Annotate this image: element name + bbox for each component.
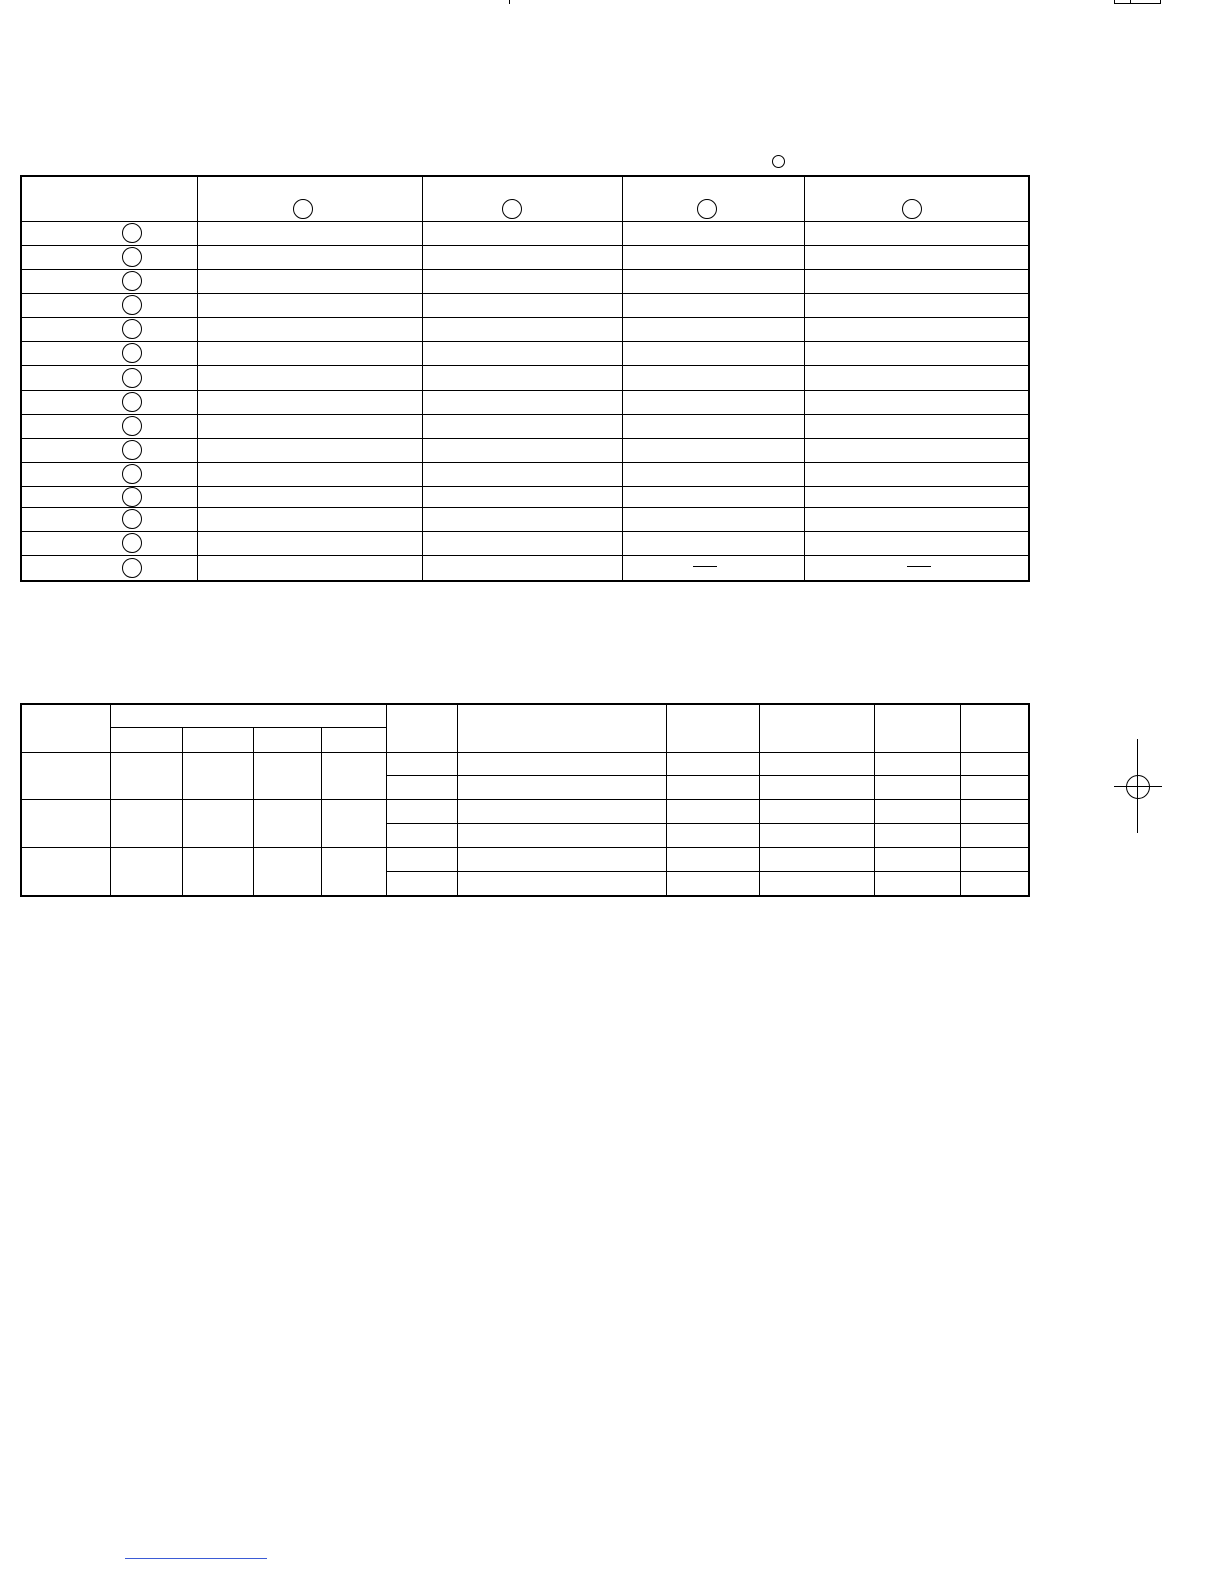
table2-column-divider xyxy=(666,703,667,897)
page-number-divider xyxy=(1130,0,1131,4)
specification-table xyxy=(20,175,1030,582)
table1-row-marker-circle xyxy=(122,271,142,291)
table2-subrow-divider xyxy=(386,775,1030,776)
table1-row-divider xyxy=(20,414,1030,415)
table1-row-marker-circle xyxy=(122,464,142,484)
table2-subheader-divider xyxy=(110,727,386,728)
table1-column-marker-circle xyxy=(697,199,717,219)
table1-column-divider xyxy=(804,175,805,582)
table1-row-marker-circle xyxy=(122,295,142,315)
table2-column-divider xyxy=(457,703,458,897)
table1-row-divider xyxy=(20,341,1030,342)
registration-mark-circle xyxy=(1126,775,1150,799)
table2-subrow-divider xyxy=(386,823,1030,824)
table1-column-divider xyxy=(197,175,198,582)
note-marker-circle xyxy=(772,155,785,168)
table1-row-divider xyxy=(20,390,1030,391)
table1-column-marker-circle xyxy=(293,199,313,219)
table2-column-divider xyxy=(960,703,961,897)
table1-column-marker-circle xyxy=(502,199,522,219)
footer-link[interactable] xyxy=(125,1558,267,1559)
table2-group-divider xyxy=(20,847,1030,848)
table1-row-marker-circle xyxy=(122,533,142,553)
top-tick-mark xyxy=(509,0,510,4)
table2-column-divider xyxy=(759,703,760,897)
table1-row-divider xyxy=(20,293,1030,294)
table1-row-divider xyxy=(20,245,1030,246)
table2-column-divider xyxy=(110,703,111,897)
table1-column-marker-circle xyxy=(902,199,922,219)
table1-row-marker-circle xyxy=(122,368,142,388)
table1-row-marker-circle xyxy=(122,223,142,243)
table1-row-marker-circle xyxy=(122,319,142,339)
table1-row-marker-circle xyxy=(122,487,142,507)
data-table xyxy=(20,703,1030,897)
table1-row-divider xyxy=(20,317,1030,318)
table1-row-marker-circle xyxy=(122,440,142,460)
table1-row-marker-circle xyxy=(122,392,142,412)
table2-subrow-divider xyxy=(386,871,1030,872)
table1-row-divider xyxy=(20,507,1030,508)
table1-row-marker-circle xyxy=(122,416,142,436)
table2-column-divider xyxy=(386,703,387,897)
table2-group-divider xyxy=(20,799,1030,800)
table1-row-marker-circle xyxy=(122,343,142,363)
table1-row-divider xyxy=(20,486,1030,487)
table1-row-divider xyxy=(20,365,1030,366)
table1-row-divider xyxy=(20,531,1030,532)
table1-row-marker-circle xyxy=(122,558,142,578)
table2-column-divider xyxy=(874,703,875,897)
table1-header-divider xyxy=(20,221,1030,222)
table1-row-divider xyxy=(20,269,1030,270)
table1-column-divider xyxy=(422,175,423,582)
table1-row-divider xyxy=(20,462,1030,463)
table2-header-divider xyxy=(20,752,1030,753)
table1-row-divider xyxy=(20,438,1030,439)
table1-row-marker-circle xyxy=(122,509,142,529)
table1-row-divider xyxy=(20,555,1030,556)
table1-empty-value-dash xyxy=(907,566,931,567)
table1-empty-value-dash xyxy=(693,566,717,567)
table1-row-marker-circle xyxy=(122,247,142,267)
page-number-box xyxy=(1114,0,1161,4)
table1-column-divider xyxy=(622,175,623,582)
registration-mark-horizontal xyxy=(1114,786,1162,787)
